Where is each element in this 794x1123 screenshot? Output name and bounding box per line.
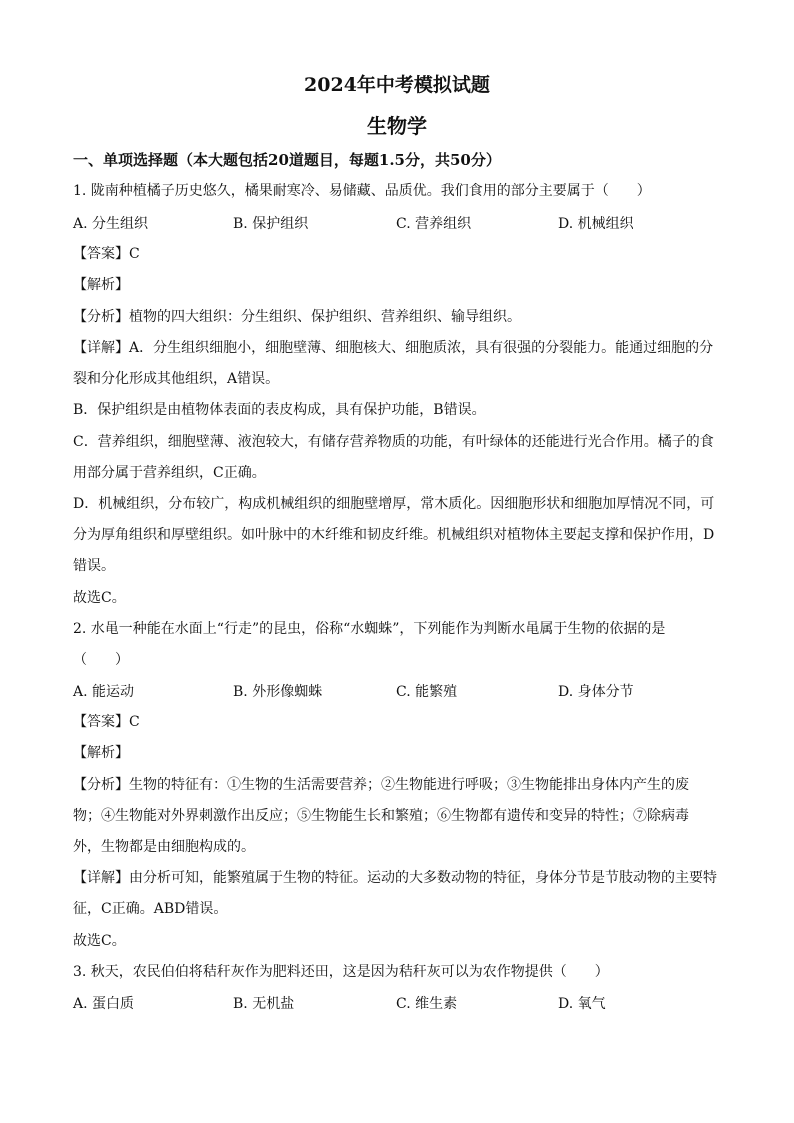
section-heading: 一、单项选择题（本大题包括20道题目，每题1.5分，共50分） xyxy=(73,151,501,169)
question-1-analysis-line: 【详解】A．分生组织细胞小，细胞壁薄、细胞核大、细胞质浓，具有很强的分裂能力。能通过细胞的分 xyxy=(73,340,714,356)
question-2-analysis-line: 【详解】由分析可知，能繁殖属于生物的特征。运动的大多数动物的特征，身体分节是节肢动物的主要特 xyxy=(73,870,717,886)
question-1-analysis-line: 错误。 xyxy=(73,558,115,574)
question-3-options xyxy=(73,993,723,1013)
question-1-analysis-line: 用部分属于营养组织，C正确。 xyxy=(73,465,266,481)
question-2-analysis-line: 外，生物都是由细胞构成的。 xyxy=(73,839,255,855)
option-c: C. 能繁殖 xyxy=(396,684,458,700)
option-d: D. 机械组织 xyxy=(558,216,634,232)
option-b: B. 无机盐 xyxy=(233,996,295,1012)
question-2-conclusion: 故选C。 xyxy=(73,933,126,949)
exam-subject: 生物学 xyxy=(367,114,427,138)
question-2-answer: 【答案】C xyxy=(73,714,140,730)
question-1-analysis-line: B．保护组织是由植物体表面的表皮构成，具有保护功能，B错误。 xyxy=(73,402,486,418)
question-1-analysis-line: D．机械组织，分布较广，构成机械组织的细胞壁增厚，常木质化。因细胞形状和细胞加厚情况不同，可 xyxy=(73,496,715,512)
option-c: C. 营养组织 xyxy=(396,216,472,232)
question-2-options xyxy=(73,681,723,701)
question-2-analysis-line: 征，C正确。ABD错误。 xyxy=(73,901,228,917)
option-a: A. 能运动 xyxy=(73,684,135,700)
option-c: C. 维生素 xyxy=(396,996,458,1012)
question-3-stem: 3. 秋天，农民伯伯将秸秆灰作为肥料还田，这是因为秸秆灰可以为农作物提供（ ） xyxy=(73,964,609,980)
question-1-analysis-label: 【解析】 xyxy=(73,277,129,293)
option-d: D. 身体分节 xyxy=(558,684,634,700)
question-2-analysis-line: 物；④生物能对外界刺激作出反应；⑤生物能生长和繁殖；⑥生物都有遗传和变异的特性；⑦除病毒 xyxy=(73,808,689,824)
question-1-options xyxy=(73,213,723,233)
question-1-answer: 【答案】C xyxy=(73,246,140,262)
question-1-analysis-line: 分为厚角组织和厚壁组织。如叶脉中的木纤维和韧皮纤维。机械组织对植物体主要起支撑和保护作用，D xyxy=(73,527,715,543)
question-1-stem: 1. 陇南种植橘子历史悠久，橘果耐寒冷、易储藏、品质优。我们食用的部分主要属于（ ） xyxy=(73,183,651,199)
question-1-analysis-line: 裂和分化形成其他组织，A错误。 xyxy=(73,371,280,387)
option-b: B. 外形像蜘蛛 xyxy=(233,684,323,700)
exam-title: 2024年中考模拟试题 xyxy=(304,74,490,96)
question-2-analysis-line: 【分析】生物的特征有：①生物的生活需要营养；②生物能进行呼吸；③生物能排出身体内产生的废 xyxy=(73,777,689,793)
option-a: A. 分生组织 xyxy=(73,216,149,232)
question-1-analysis-line: C．营养组织，细胞壁薄、液泡较大，有储存营养物质的功能，有叶绿体的还能进行光合作用。橘子的食 xyxy=(73,434,714,450)
question-2-analysis-label: 【解析】 xyxy=(73,745,129,761)
option-a: A. 蛋白质 xyxy=(73,996,135,1012)
question-1-analysis-line: 【分析】植物的四大组织：分生组织、保护组织、营养组织、输导组织。 xyxy=(73,309,521,325)
question-2-stem-bracket: （ ） xyxy=(73,652,129,668)
option-d: D. 氧气 xyxy=(558,996,606,1012)
question-1-conclusion: 故选C。 xyxy=(73,590,126,606)
question-2-stem: 2. 水黾一种能在水面上“行走”的昆虫，俗称“水蜘蛛”，下列能作为判断水黾属于生物的依据的是 xyxy=(73,621,666,637)
option-b: B. 保护组织 xyxy=(233,216,309,232)
